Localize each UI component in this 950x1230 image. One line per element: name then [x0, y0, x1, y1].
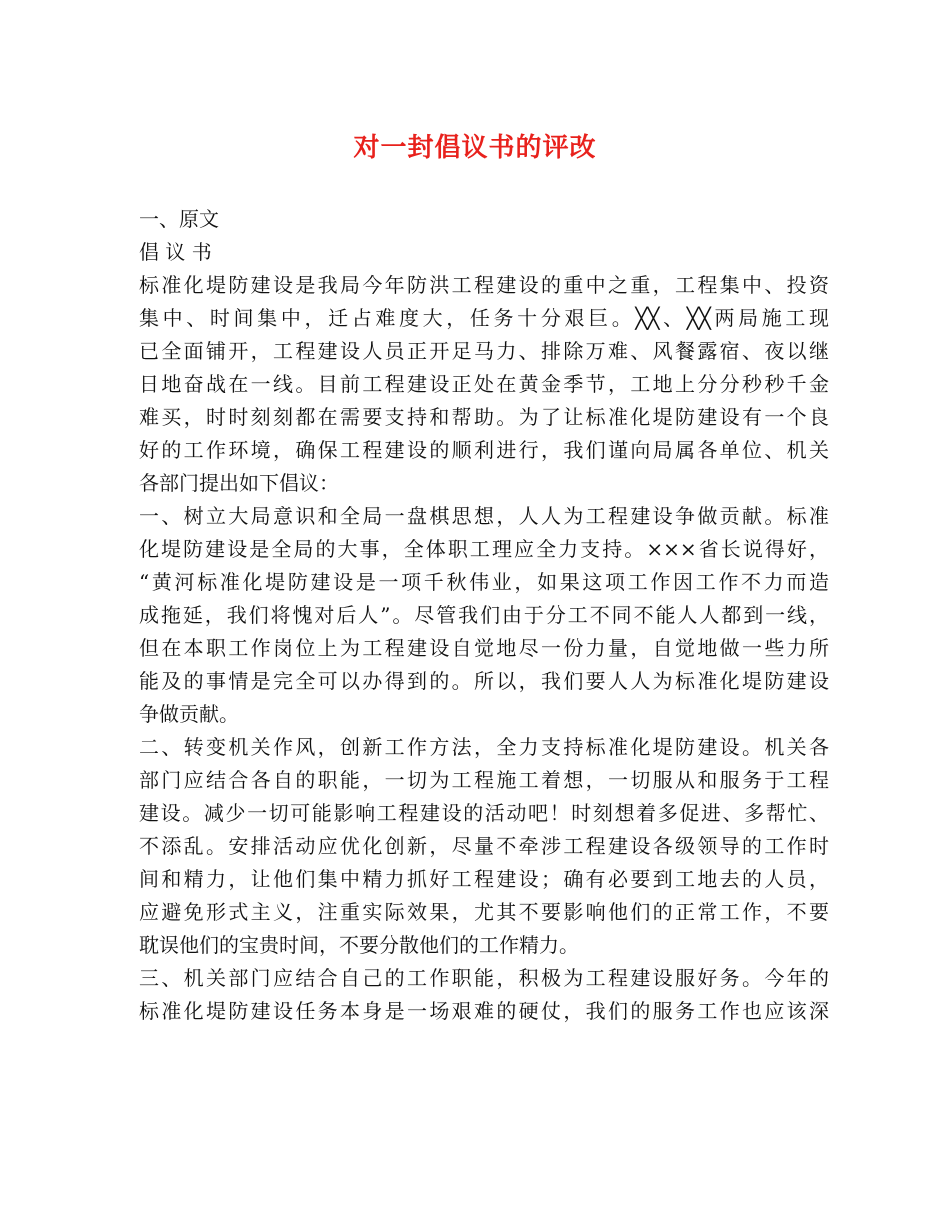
text-line: 化堤防建设是全局的大事，全体职工理应全力支持。×××省长说得好，	[139, 537, 829, 561]
text-line: 难买，时时刻刻都在需要支持和帮助。为了让标准化堤防建设有一个良	[139, 405, 829, 429]
text-line: 日地奋战在一线。目前工程建设正处在黄金季节，工地上分分秒秒千金	[139, 372, 829, 396]
text-line: 耽误他们的宝贵时间，不要分散他们的工作精力。	[139, 933, 579, 957]
letter-heading: 倡 议 书	[139, 240, 212, 264]
text-line: 集中、时间集中，迁占难度大，任务十分艰巨。╳╳、╳╳两局施工现	[139, 306, 829, 330]
paragraph-lines	[139, 269, 829, 1028]
text-line: 好的工作环境，确保工程建设的顺利进行，我们谨向局属各单位、机关	[139, 438, 829, 462]
document-title: 对一封倡议书的评改	[353, 133, 597, 163]
text-line: 能及的事情是完全可以办得到的。所以，我们要人人为标准化堤防建设	[139, 669, 829, 693]
text-line: 建设。减少一切可能影响工程建设的活动吧！时刻想着多促进、多帮忙、	[139, 801, 829, 825]
text-line: 标准化堤防建设是我局今年防洪工程建设的重中之重，工程集中、投资	[139, 273, 829, 297]
text-line: “黄河标准化堤防建设是一项千秋伟业，如果这项工作因工作不力而造	[139, 570, 829, 594]
text-line: 成拖延，我们将愧对后人”。尽管我们由于分工不同不能人人都到一线，	[139, 603, 829, 627]
text-line: 已全面铺开，工程建设人员正开足马力、排除万难、风餐露宿、夜以继	[139, 339, 829, 363]
text-line: 二、转变机关作风，创新工作方法，全力支持标准化堤防建设。机关各	[139, 735, 829, 759]
text-line: 三、机关部门应结合自己的工作职能，积极为工程建设服好务。今年的	[139, 966, 829, 990]
text-line: 但在本职工作岗位上为工程建设自觉地尽一份力量，自觉地做一些力所	[139, 636, 829, 660]
text-line: 部门应结合各自的职能，一切为工程施工着想，一切服从和服务于工程	[139, 768, 829, 792]
text-line: 间和精力，让他们集中精力抓好工程建设；确有必要到工地去的人员，	[139, 867, 829, 891]
section-heading: 一、原文	[139, 207, 219, 231]
text-line: 不添乱。安排活动应优化创新，尽量不牵涉工程建设各级领导的工作时	[139, 834, 829, 858]
text-line: 争做贡献。	[139, 702, 239, 726]
text-line: 一、树立大局意识和全局一盘棋思想，人人为工程建设争做贡献。标准	[139, 504, 829, 528]
document-body	[139, 203, 829, 1028]
text-line: 应避免形式主义，注重实际效果，尤其不要影响他们的正常工作，不要	[139, 900, 829, 924]
text-line: 各部门提出如下倡议：	[139, 471, 339, 495]
text-line: 标准化堤防建设任务本身是一场艰难的硬仗，我们的服务工作也应该深	[139, 999, 829, 1023]
